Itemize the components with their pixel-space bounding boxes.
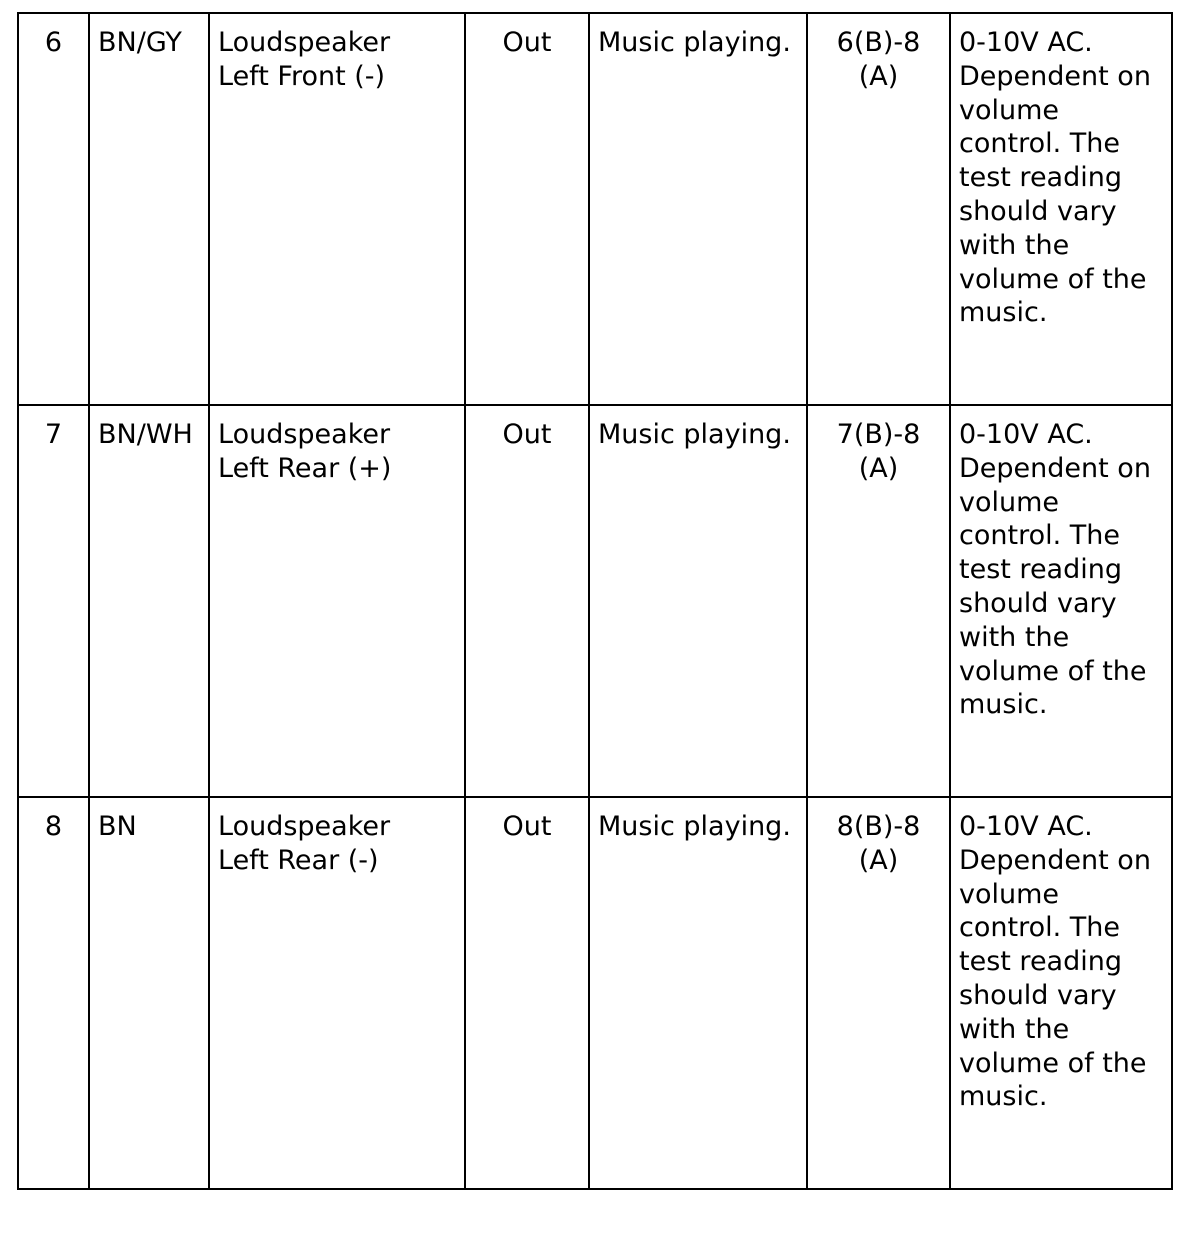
signal-direction: Out: [465, 13, 589, 405]
expected-result: 0-10V AC. Dependent on volume control. The test reading should vary with the volume of the music.: [950, 405, 1172, 797]
table-row: [18, 405, 1172, 797]
test-condition: Music playing.: [589, 797, 807, 1189]
table-row: [18, 797, 1172, 1189]
expected-result: 0-10V AC. Dependent on volume control. The test reading should vary with the volume of the music.: [950, 13, 1172, 405]
pin-description: Loudspeaker Left Rear (+): [209, 405, 465, 797]
pin-table: [17, 12, 1173, 1190]
pin-number: 6: [18, 13, 89, 405]
pin-description: Loudspeaker Left Front (-): [209, 13, 465, 405]
signal-direction: Out: [465, 797, 589, 1189]
test-condition: Music playing.: [589, 405, 807, 797]
test-points: 7(B)-8 (A): [807, 405, 950, 797]
signal-direction: Out: [465, 405, 589, 797]
wire-color: BN: [89, 797, 209, 1189]
wire-color: BN/GY: [89, 13, 209, 405]
pin-number: 8: [18, 797, 89, 1189]
pin-description: Loudspeaker Left Rear (-): [209, 797, 465, 1189]
test-condition: Music playing.: [589, 13, 807, 405]
test-points: 6(B)-8 (A): [807, 13, 950, 405]
table-row: [18, 13, 1172, 405]
pin-number: 7: [18, 405, 89, 797]
expected-result: 0-10V AC. Dependent on volume control. The test reading should vary with the volume of the music.: [950, 797, 1172, 1189]
wire-color: BN/WH: [89, 405, 209, 797]
test-points: 8(B)-8 (A): [807, 797, 950, 1189]
